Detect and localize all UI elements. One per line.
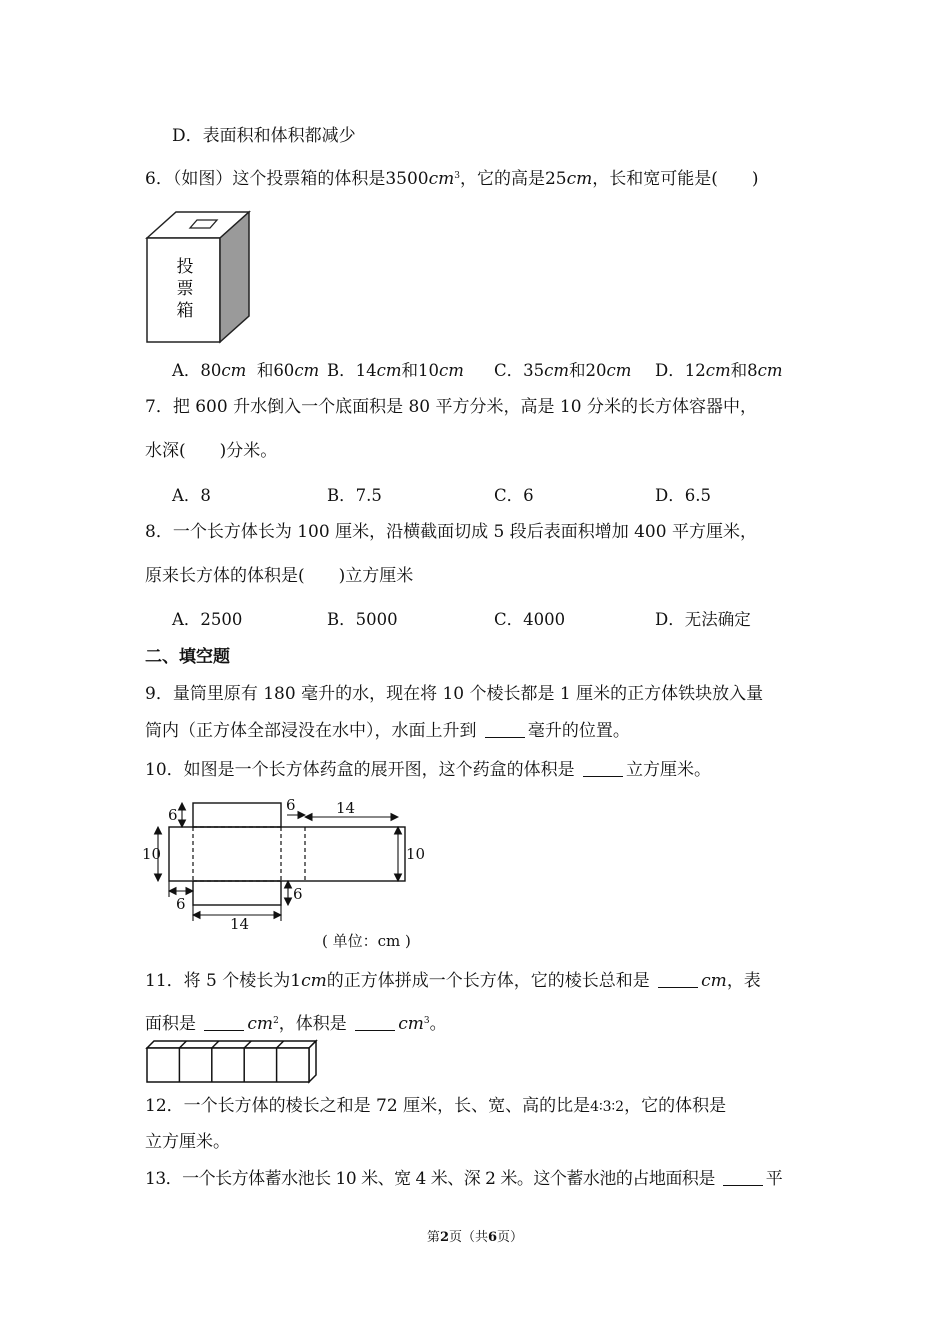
q11-line2: 面积是 $cm^2$，体积是 $cm^3$。 [145,1014,447,1034]
q6-option-d: D．12cm和8cm [655,361,783,380]
q6-option-a: A．80cm 和60cm [172,361,320,380]
unit-caption: ( 单位：cm ) [322,932,411,950]
dim-bottom-mid: 6 [293,885,303,903]
box-label-3: 箱 [176,301,194,321]
dim-top-left: 6 [168,806,178,824]
dim-bottom-left: 6 [176,895,186,913]
ballot-box-figure [145,210,253,344]
q7-option-d: D．6.5 [655,486,711,505]
q7-option-b: B．7.5 [327,486,382,505]
q9-line2: 筒内（正方体全部浸没在水中），水面上升到 毫升的位置。 [145,721,630,741]
q8-option-a: A．2500 [172,610,243,629]
q10-answer-blank[interactable] [583,760,623,777]
q11-edge-sum-blank[interactable] [658,971,698,988]
dim-top-right: 14 [336,799,356,817]
q6-option-b: B．14cm和10cm [327,361,464,380]
box-label-1: 投 [176,257,194,277]
q9-answer-blank[interactable] [485,721,525,738]
section-title-fill-in: 二、填空题 [145,647,230,667]
q9-line1: 9．量筒里原有 180 毫升的水，现在将 10 个棱长都是 1 厘米的正方体铁块放入量 [145,684,764,704]
page-footer: 第2页（共6页） [426,1230,524,1245]
dim-left: 10 [142,845,162,863]
dim-right: 10 [406,845,426,863]
q6-option-c: C．35cm和20cm [494,361,632,380]
q11-line1: 11．将 5 个棱长为1cm的正方体拼成一个长方体，它的棱长总和是 cm，表 [145,971,761,991]
q8-option-d: D．无法确定 [655,610,751,629]
q8-option-b: B．5000 [327,610,398,629]
q7-line2: 水深( )分米。 [145,441,278,461]
dim-top-mid: 6 [286,796,296,814]
q13-answer-blank[interactable] [723,1169,763,1186]
q12-line2: 立方厘米。 [145,1132,230,1152]
dim-bottom: 14 [230,915,250,933]
q7-line1: 7．把 600 升水倒入一个底面积是 80 平方分米，高是 10 分米的长方体容器中， [145,397,757,417]
q7-option-c: C．6 [494,486,534,505]
q12-line1: 12．一个长方体的棱长之和是 72 厘米，长、宽、高的比是4∶3∶2，它的体积是 [145,1096,727,1116]
q5-option-d: D．表面积和体积都减少 [172,126,356,146]
net-main-strip [169,827,405,881]
q8-option-c: C．4000 [494,610,566,629]
box-label-2: 票 [176,279,194,299]
net-top-face [193,803,281,827]
q7-option-a: A．8 [172,486,211,505]
five-cubes-figure [145,1039,320,1085]
q8-line2: 原来长方体的体积是( )立方厘米 [145,566,414,586]
q6-stem: 6．（如图）这个投票箱的体积是$3500cm^3$，它的高是25cm，长和宽可能是( ) [145,169,759,189]
q11-area-blank[interactable] [204,1014,244,1031]
q8-line1: 8．一个长方体长为 100 厘米，沿横截面切成 5 段后表面积增加 400 平方厘米， [145,522,757,542]
q11-volume-blank[interactable] [355,1014,395,1031]
q13-line1: 13．一个长方体蓄水池长 10 米、宽 4 米、深 2 米。这个蓄水池的占地面积是 平 [145,1169,783,1189]
box-net-figure [140,795,440,935]
net-bottom-face [193,881,281,905]
q10-stem: 10．如图是一个长方体药盒的展开图，这个药盒的体积是 立方厘米。 [145,760,712,780]
